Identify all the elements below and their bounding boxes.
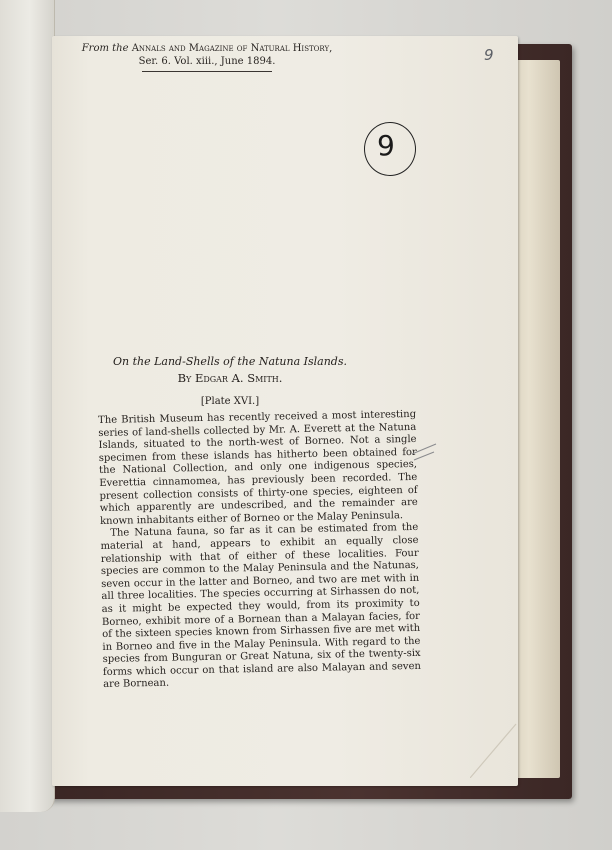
circled-number: 9 bbox=[377, 129, 395, 162]
left-page bbox=[0, 0, 55, 812]
pencil-tick-mark bbox=[410, 440, 440, 464]
article-title: On the Land-Shells of the Natuna Islands. bbox=[113, 355, 347, 368]
header-rule bbox=[142, 71, 272, 72]
article-body bbox=[98, 409, 421, 692]
journal-header bbox=[62, 42, 352, 72]
header-journal: Annals and Magazine of Natural History, bbox=[131, 43, 333, 54]
paragraph-1: The British Museum has recently received a most interesting series of land-shells collected by Mr. A. Everett at the Natuna Islands, situated to the north-west of Borneo. Not a single specimen from these islands has hitherto been obtained for the National Collection, and only one indigenous species, Everettia cinnamomea, has previously been recorded. The present collection consists of thirty-one species, eighteen of which apparently are undescribed, and the remainder are known inhabitants either of Borneo or the Malay Peninsula. bbox=[98, 408, 418, 527]
pencil-page-number: 9 bbox=[484, 46, 494, 64]
header-prefix: From the bbox=[81, 43, 129, 54]
circled-number-mark bbox=[364, 122, 416, 176]
paragraph-2: The Natuna fauna, so far as it can be estimated from the material at hand, appears to exhibit an equally close relationship with that of either of these localities. Four species are common to the Malay Peninsula and the Natunas, seven occur in the latter and Borneo, and two are met with in all three localities. The species occurring at Sirhassen do not, as it might be expected they would, from its proximity to Borneo, exhibit more of a Bornean than a Malayan facies, for of the sixteen species known from Sirhassen five are met with in Borneo and five in the Malay Peninsula. With regard to the species from Bunguran or Great Natuna, six of the twenty-six forms which occur on that island are also Malayan and seven are Bornean. bbox=[100, 522, 421, 691]
article-plate: [Plate XVI.] bbox=[200, 396, 260, 407]
article-author: By Edgar A. Smith. bbox=[177, 371, 283, 385]
page-corner-crease bbox=[470, 722, 518, 778]
header-series: Ser. 6. Vol. xiii., June 1894. bbox=[138, 56, 276, 67]
